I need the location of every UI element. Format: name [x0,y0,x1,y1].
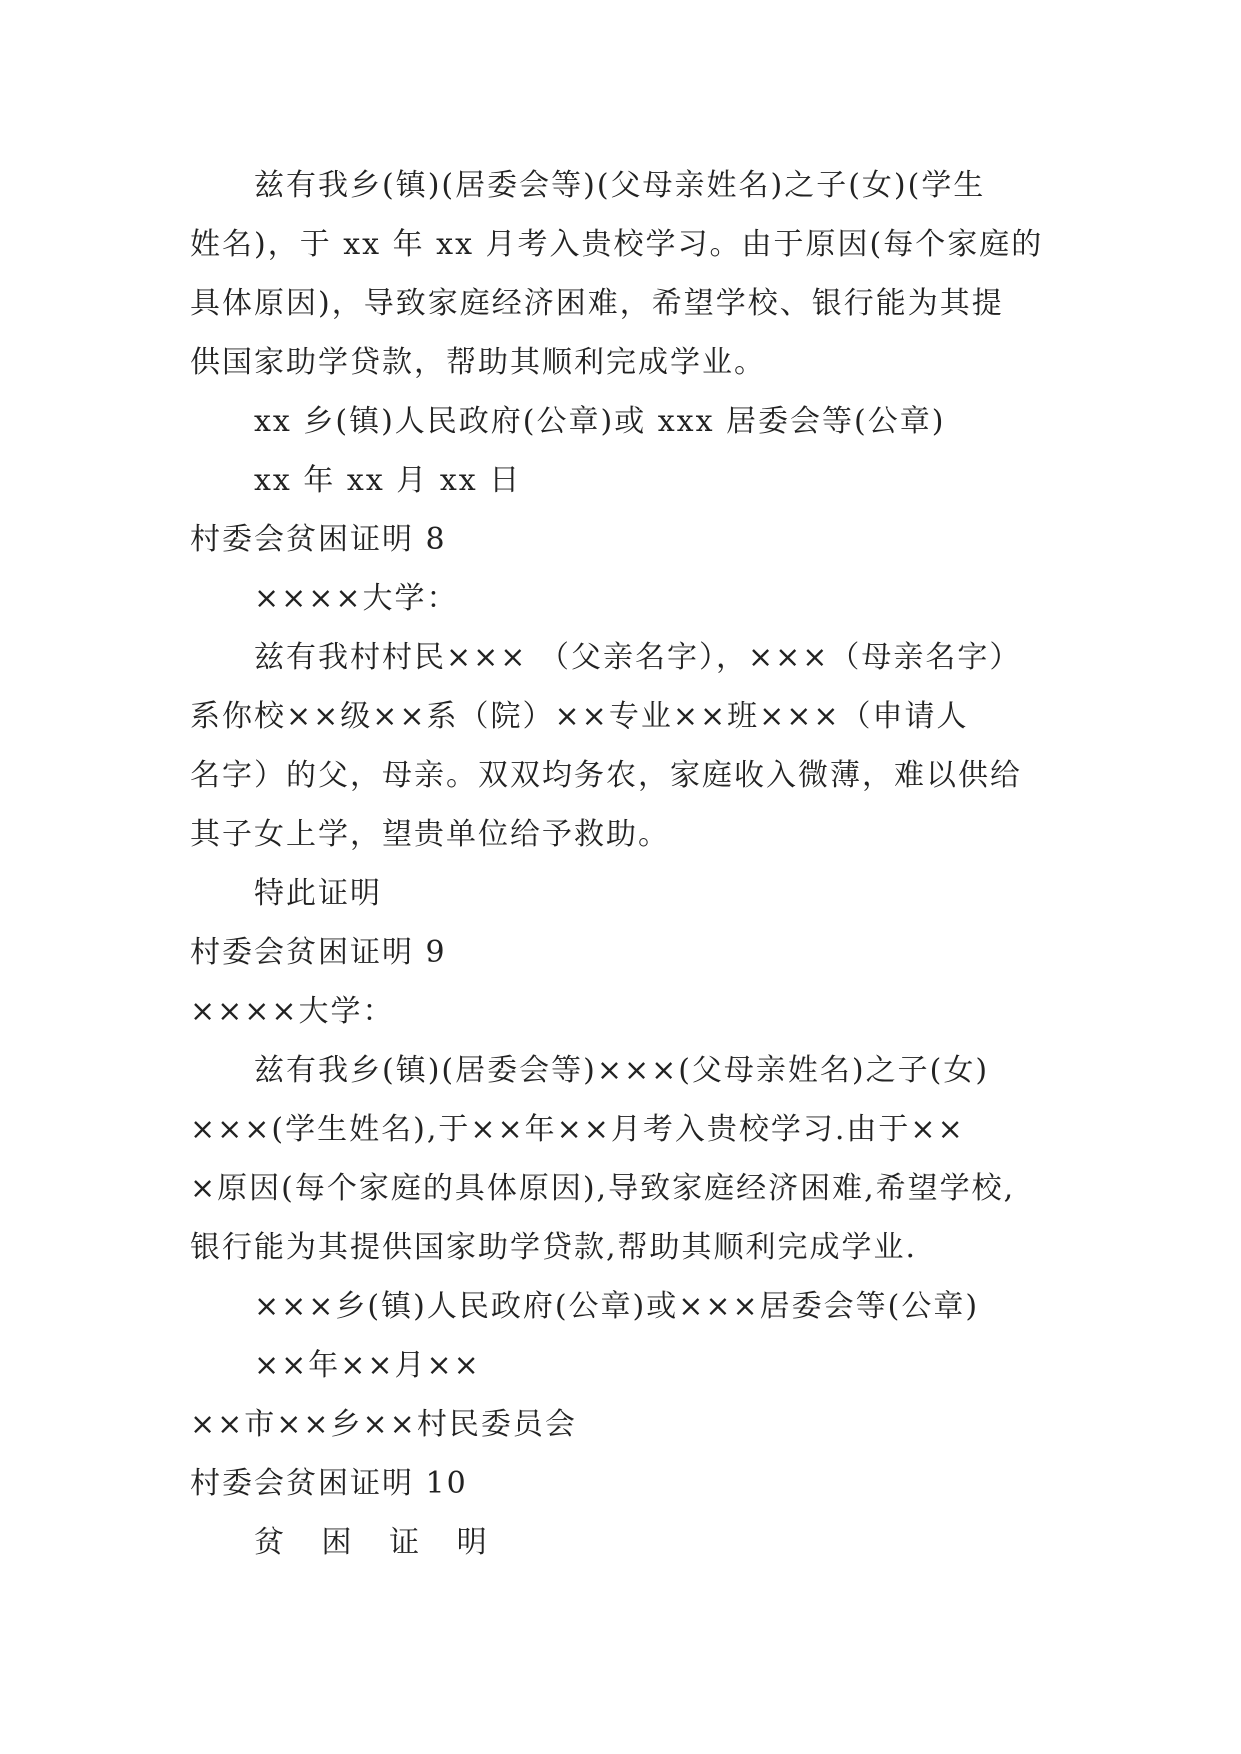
paragraph-line: 名字）的父，母亲。双双均务农，家庭收入微薄，难以供给 [190,758,1022,793]
document-title: 贫 困 证 明 [254,1525,501,1560]
paragraph-line: ×××(学生姓名),于××年××月考入贵校学习.由于×× [190,1112,965,1147]
paragraph-line: 具体原因)，导致家庭经济困难，希望学校、银行能为其提 [190,286,1004,321]
paragraph-line: 兹有我乡(镇)(居委会等)×××(父母亲姓名)之子(女) [254,1053,990,1088]
signature-line: ××市××乡××村民委员会 [190,1407,577,1442]
paragraph-line: 其子女上学，望贵单位给予救助。 [190,817,670,852]
paragraph-line: 银行能为其提供国家助学贷款,帮助其顺利完成学业. [190,1230,918,1265]
paragraph-line: 姓名)，于 xx 年 xx 月考入贵校学习。由于原因(每个家庭的 [190,227,1044,262]
document-body [190,156,1070,1572]
paragraph-line: 供国家助学贷款，帮助其顺利完成学业。 [190,345,766,380]
salutation: ××××大学： [190,994,395,1029]
salutation: ××××大学： [254,581,459,616]
paragraph-line: ×原因(每个家庭的具体原因),导致家庭经济困难,希望学校, [190,1171,1016,1206]
official-stamp-line: ×××乡(镇)人民政府(公章)或×××居委会等(公章) [254,1289,980,1324]
section-heading: 村委会贫困证明 8 [190,522,447,557]
official-stamp-line: xx 乡(镇)人民政府(公章)或 xxx 居委会等(公章) [254,404,946,439]
closing-line: 特此证明 [254,876,382,911]
section-heading: 村委会贫困证明 10 [190,1466,468,1501]
paragraph-line: 兹有我村村民××× （父亲名字），×××（母亲名字） [254,640,1022,675]
date-line: xx 年 xx 月 xx 日 [254,463,522,498]
section-heading: 村委会贫困证明 9 [190,935,447,970]
paragraph-line: 兹有我乡(镇)(居委会等)(父母亲姓名)之子(女)(学生 [254,168,986,203]
paragraph-line: 系你校××级××系（院）××专业××班×××（申请人 [190,699,969,734]
date-line: ××年××月×× [254,1348,481,1383]
